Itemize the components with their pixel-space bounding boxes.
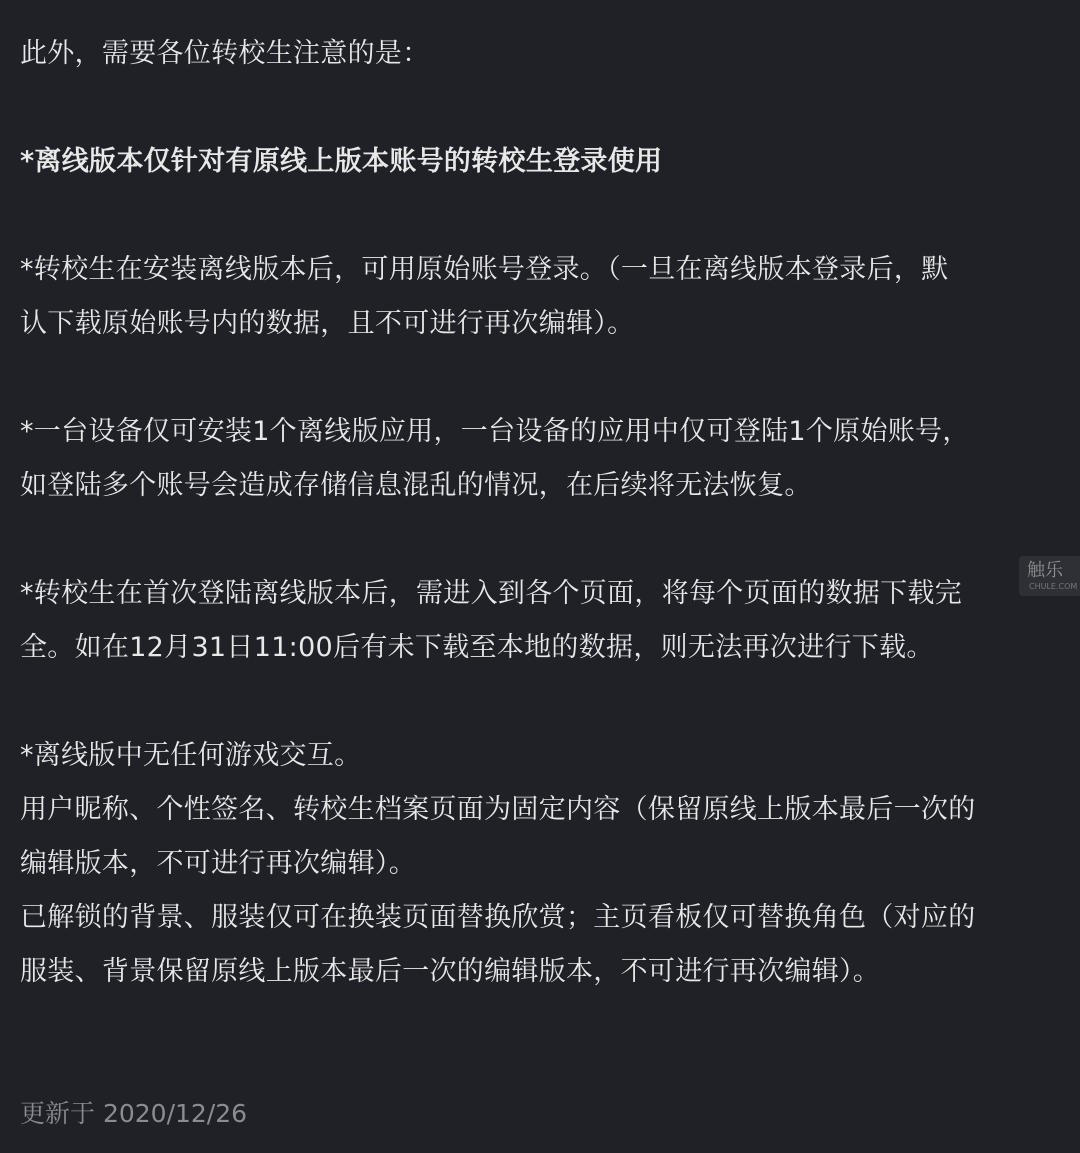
note-3-line-2: 如登陆多个账号会造成存储信息混乱的情况，在后续将无法恢复。	[20, 470, 812, 501]
intro-text: 此外，需要各位转校生注意的是：	[20, 38, 430, 69]
note-2-line-1: *转校生在安装离线版本后，可用原始账号登录。（一旦在离线版本登录后，默	[20, 254, 949, 285]
watermark-subtext: CHULE.COM	[1029, 582, 1078, 591]
note-5-line-1: *离线版中无任何游戏交互。	[20, 740, 362, 771]
notice-body	[20, 27, 1068, 999]
note-5-line-5: 服装、背景保留原线上版本最后一次的编辑版本，不可进行再次编辑）。	[20, 956, 881, 987]
watermark-text: 触乐	[1027, 560, 1063, 581]
note-5-line-2: 用户昵称、个性签名、转校生档案页面为固定内容（保留原线上版本最后一次的	[20, 794, 976, 825]
note-2-line-2: 认下载原始账号内的数据，且不可进行再次编辑）。	[20, 308, 635, 339]
note-4-line-2: 全。如在12月31日11:00后有未下载至本地的数据，则无法再次进行下载。	[20, 632, 934, 663]
note-1-line-1: *离线版本仅针对有原线上版本账号的转校生登录使用	[20, 146, 663, 177]
note-5-line-3: 编辑版本，不可进行再次编辑）。	[20, 848, 416, 879]
note-3-line-1: *一台设备仅可安装1个离线版应用，一台设备的应用中仅可登陆1个原始账号，	[20, 416, 970, 447]
watermark-logo	[1019, 556, 1080, 596]
note-5-line-4: 已解锁的背景、服装仅可在换装页面替换欣赏；主页看板仅可替换角色（对应的	[20, 902, 976, 933]
updated-date: 更新于 2020/12/26	[20, 1099, 248, 1128]
note-4-line-1: *转校生在首次登陆离线版本后，需进入到各个页面，将每个页面的数据下载完	[20, 578, 962, 609]
